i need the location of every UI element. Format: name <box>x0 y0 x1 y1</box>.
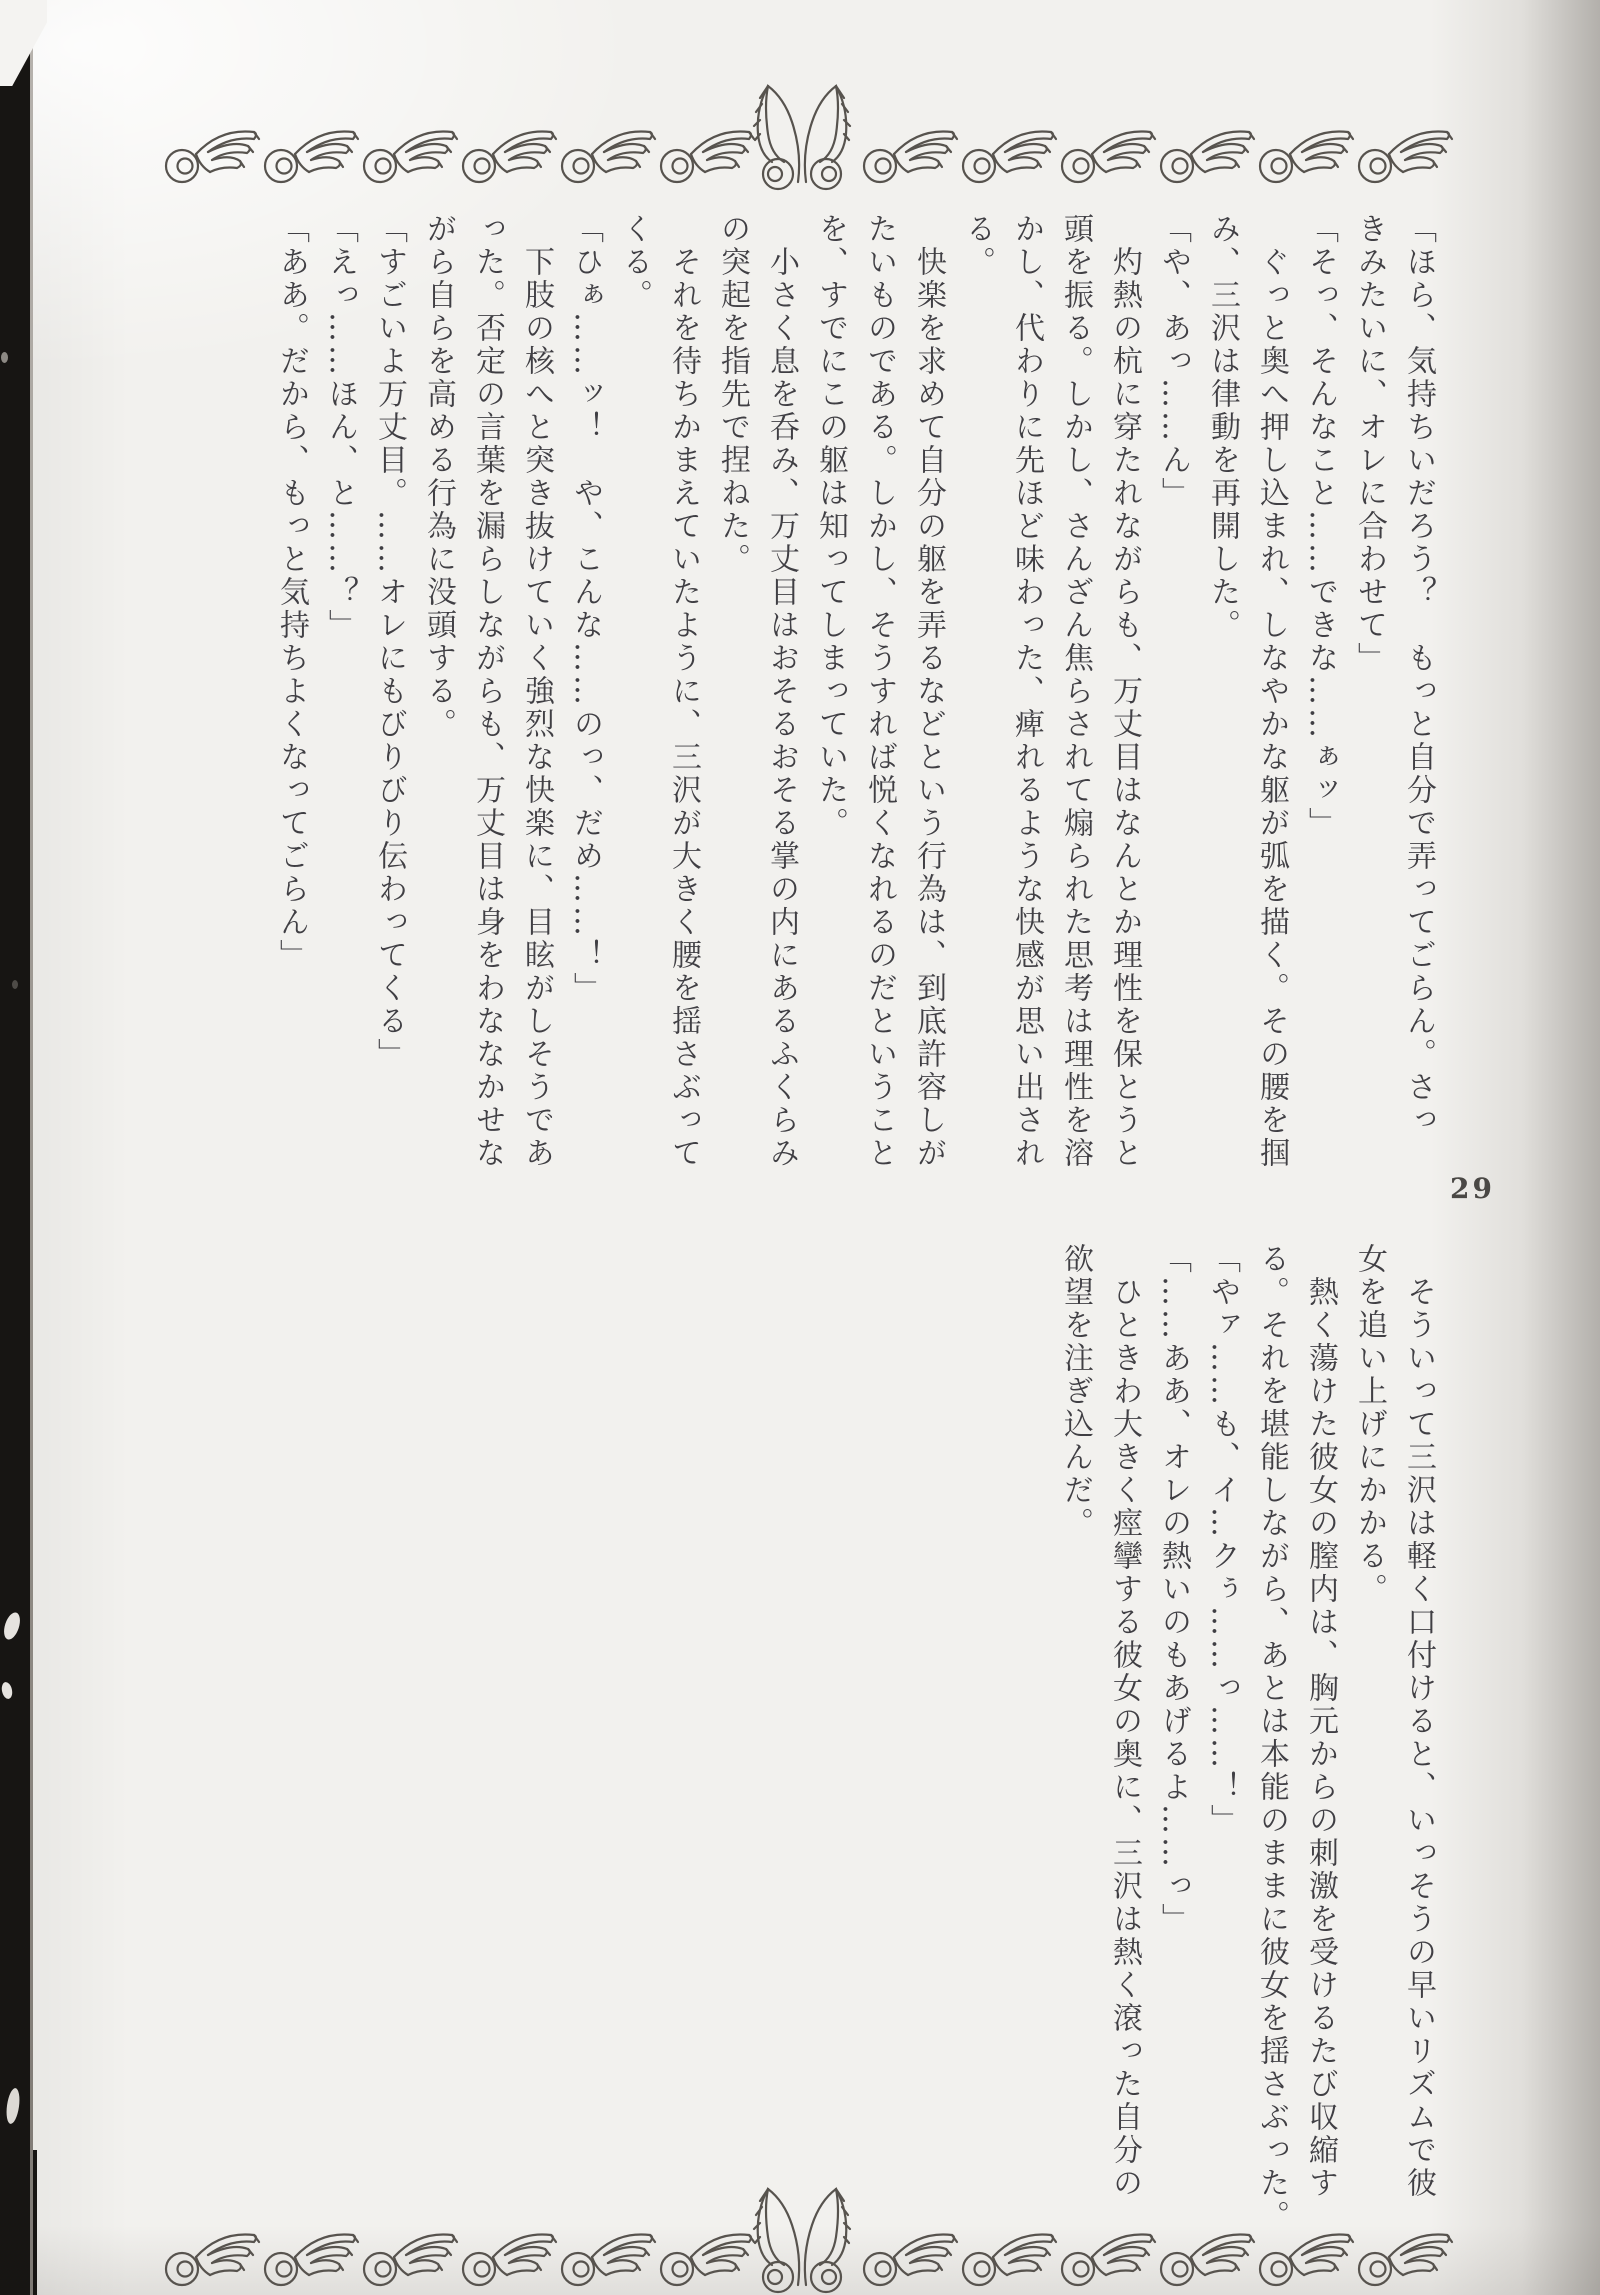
text-column: ひときわ大きく痙攣する彼女の奥に、三沢は熱く滾った自分の <box>1107 1243 1142 2200</box>
text-column: 熱く蕩けた彼女の膣内は、胸元からの刺激を受けるたび収縮す <box>1303 1243 1338 2200</box>
page-number: 29 <box>1450 1172 1495 1205</box>
text-column: がら自らを高める行為に没頭する。 <box>421 213 456 741</box>
text-column: ぐっと奥へ押し込まれ、しなやかな躯が弧を描く。その腰を掴 <box>1254 213 1289 1170</box>
text-column: み、三沢は律動を再開した。 <box>1205 213 1240 642</box>
text-column: の突起を指先で捏ねた。 <box>715 213 750 576</box>
text-column: たいものである。しかし、そうすれば悦くなれるのだということ <box>862 213 897 1170</box>
text-column: きみたいに、オレに合わせて」 <box>1352 213 1387 675</box>
page-edge-line <box>30 0 33 2295</box>
upper-text-block <box>267 213 1443 1198</box>
text-column: 「やァ……も、イ…クぅ……っ……！」 <box>1205 1243 1240 1837</box>
text-column: る。 <box>960 213 995 279</box>
text-column: 頭を振る。しかし、さんざん焦らされて煽られた思考は理性を溶 <box>1058 213 1093 1170</box>
text-column: 灼熱の杭に穿たれながらも、万丈目はなんとか理性を保とうと <box>1107 213 1142 1170</box>
text-column: 「ああ。だから、もっと気持ちよくなってごらん」 <box>274 213 309 972</box>
text-column: 下肢の核へと突き抜けていく強烈な快楽に、目眩がしそうであ <box>519 213 554 1170</box>
text-column: 欲望を注ぎ込んだ。 <box>1058 1243 1093 1540</box>
text-column: くる。 <box>617 213 652 312</box>
text-column: 「すごいよ万丈目。……オレにもびりびり伝わってくる」 <box>372 213 407 1071</box>
text-column: かし、代わりに先ほど味わった、痺れるような快感が思い出され <box>1009 213 1044 1170</box>
text-column: 女を追い上げにかかる。 <box>1352 1243 1387 1606</box>
scan-speck <box>1 352 8 363</box>
text-column: 「ほら、気持ちいだろう？ もっと自分で弄ってごらん。さっ <box>1401 213 1436 1137</box>
lower-text-block <box>1051 1243 1443 2243</box>
text-column: る。それを堪能しながら、あとは本能のままに彼女を揺さぶった。 <box>1254 1243 1289 2233</box>
scan-speck <box>12 980 18 989</box>
text-column: った。否定の言葉を漏らしながらも、万丈目は身をわななかせな <box>470 213 505 1170</box>
text-column: 快楽を求めて自分の躯を弄るなどという行為は、到底許容しが <box>911 213 946 1170</box>
text-column: 「そっ、そんなこと……できな……ぁッ」 <box>1303 213 1338 840</box>
text-column: を、すでにこの躯は知ってしまっていた。 <box>813 213 848 840</box>
scan-gutter-edge <box>0 0 30 2295</box>
text-column: 「ひぁ……ッ！ や、こんな……のっ、だめ……！」 <box>568 213 603 1005</box>
top-ornament-border <box>150 82 1460 192</box>
text-column: 「や、あっ……ん」 <box>1156 213 1191 510</box>
text-column: そういって三沢は軽く口付けると、いっそうの早いリズムで彼 <box>1401 1243 1436 2200</box>
text-column: 「えっ……ほん、と……？」 <box>323 213 358 642</box>
bottom-ornament-border <box>150 2185 1460 2295</box>
text-column: それを待ちかまえていたように、三沢が大きく腰を揺さぶって <box>666 213 701 1170</box>
text-column: 小さく息を呑み、万丈目はおそるおそる掌の内にあるふくらみ <box>764 213 799 1170</box>
text-column: 「……ああ、オレの熱いのもあげるよ……っ」 <box>1156 1243 1191 1936</box>
